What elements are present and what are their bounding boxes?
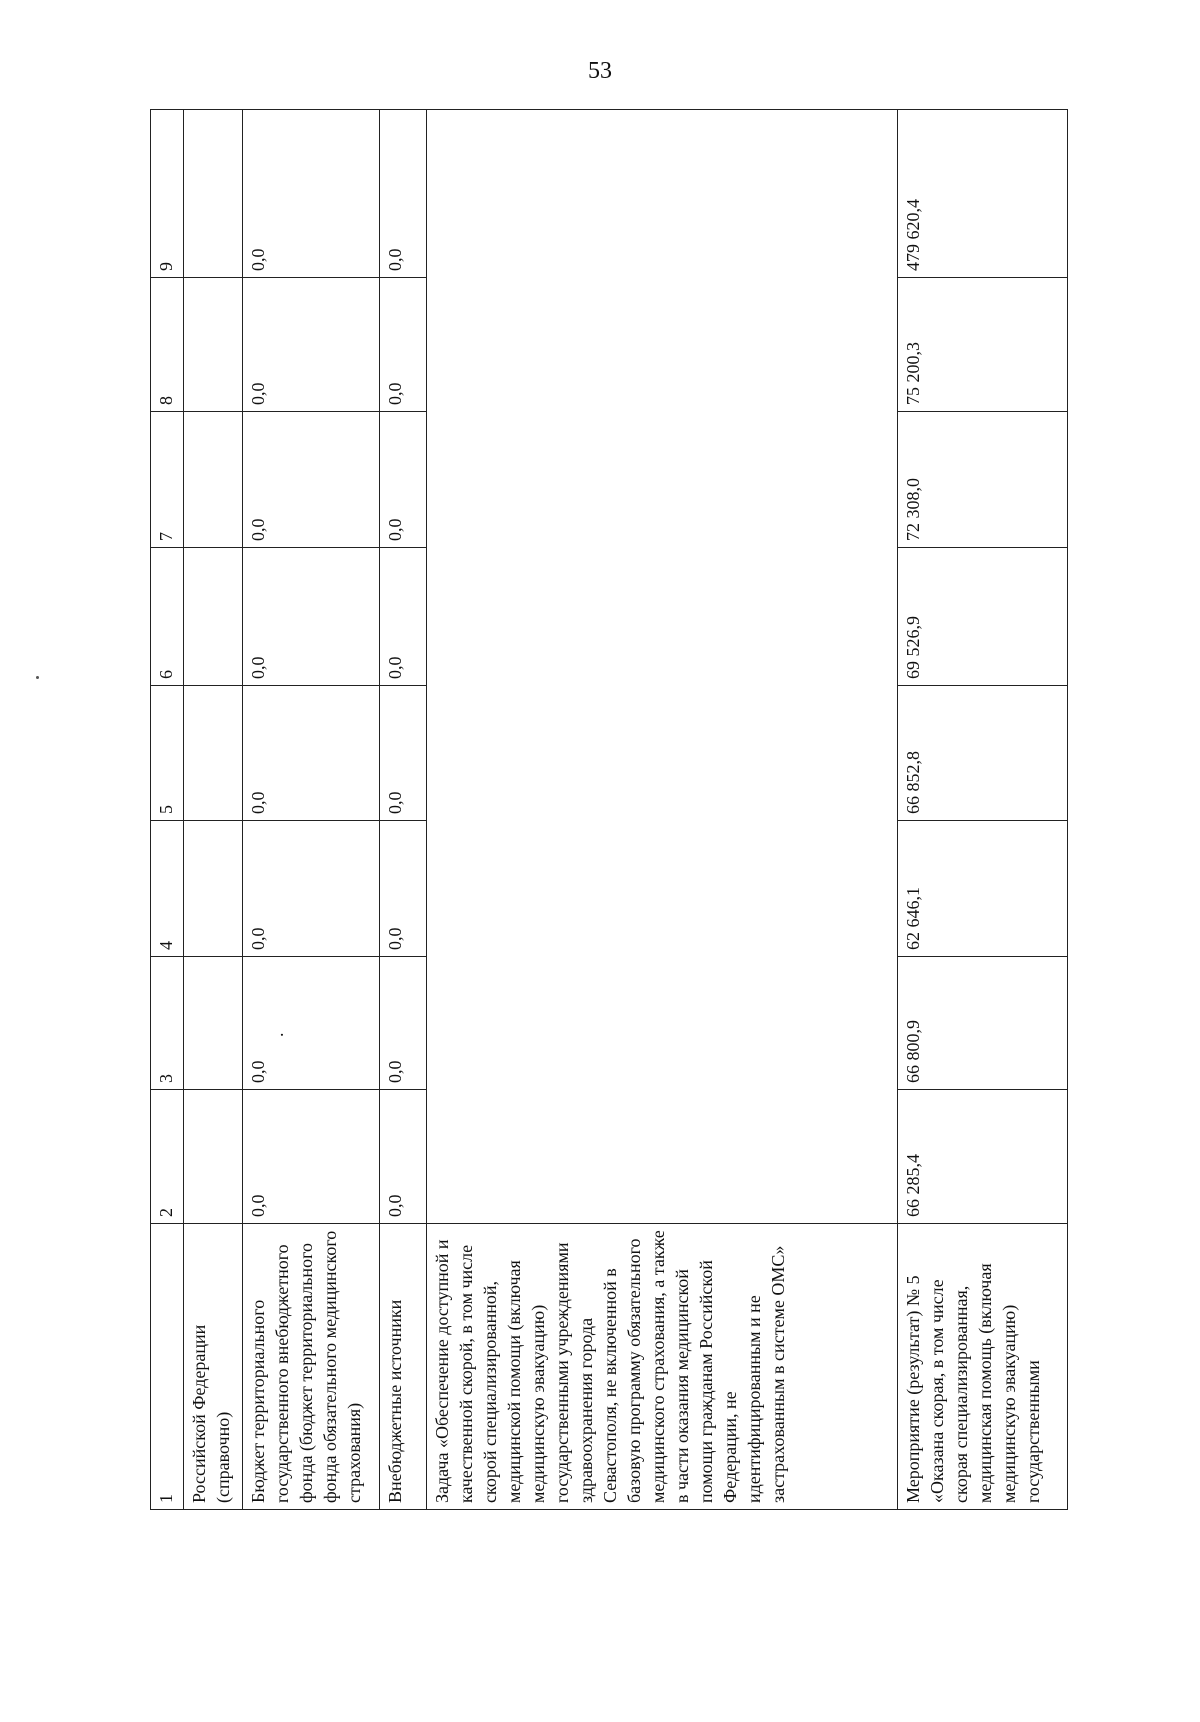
table-row — [427, 110, 898, 1510]
table-row — [243, 110, 380, 1510]
table-cell: 75 200,3 — [898, 278, 1068, 412]
table-cell: 66 800,9 — [898, 957, 1068, 1090]
table-row — [898, 110, 1068, 1510]
row-label: Мероприятие (результат) № 5 «Оказана скорая, в том числе скорая специализированная, медицинская помощь (включая медицинскую эвакуацию) государственными — [898, 1224, 1068, 1510]
column-header: 6 — [151, 548, 184, 686]
column-header: 5 — [151, 686, 184, 821]
table-cell: 0,0 — [243, 278, 380, 412]
table-cell — [184, 548, 243, 686]
table-cell — [184, 1090, 243, 1224]
table-cell: 0,0 — [380, 548, 427, 686]
row-label: Российской Федерации (справочно) — [184, 1224, 243, 1510]
table-cell — [243, 957, 380, 1090]
table-cell: 0,0 — [243, 548, 380, 686]
table-cell: 72 308,0 — [898, 412, 1068, 548]
table-cell — [184, 957, 243, 1090]
page-number: 53 — [588, 58, 612, 84]
table-cell: 0,0 — [243, 1090, 380, 1224]
column-header: 3 — [151, 957, 184, 1090]
table-cell: 0,0 — [380, 957, 427, 1090]
column-header: 9 — [151, 110, 184, 278]
data-table — [150, 109, 1068, 1510]
table-cell-value: 0,0 — [248, 1060, 268, 1083]
table-row — [184, 110, 243, 1510]
table-cell: 0,0 — [380, 278, 427, 412]
table-cell — [184, 278, 243, 412]
table-cell: 0,0 — [380, 686, 427, 821]
table-cell: 0,0 — [243, 412, 380, 548]
table-cell: 479 620,4 — [898, 110, 1068, 278]
scan-margin-dot — [36, 676, 39, 679]
table-cell — [184, 686, 243, 821]
row-label: Бюджет территориального государственного внебюджетного фонда (бюджет территориального фонда обязательного медицинского страхования) — [243, 1224, 380, 1510]
column-header: 7 — [151, 412, 184, 548]
table-row — [380, 110, 427, 1510]
table-cell: 66 852,8 — [898, 686, 1068, 821]
row-label: Задача «Обеспечение доступной и качественной скорой, в том числе скорой специализированной, медицинской помощи (включая медицинскую эвакуацию) государственными учреждениями здравоохранения города Севастополя, не включенной в базовую программу обязательного медицинского страхования, а также в части оказания медицинской помощи гражданам Российской Федерации, не идентифицированным и не застрахованным в системе ОМС» — [427, 1224, 898, 1510]
table-cell: 0,0 — [380, 1090, 427, 1224]
table-cell: 69 526,9 — [898, 548, 1068, 686]
table-cell: 0,0 — [243, 110, 380, 278]
table-cell-span — [427, 110, 898, 1224]
table-cell: 0,0 — [380, 412, 427, 548]
row-label: Внебюджетные источники — [380, 1224, 427, 1510]
table-cell — [184, 412, 243, 548]
table-cell: 0,0 — [243, 821, 380, 957]
column-header: 8 — [151, 278, 184, 412]
rotated-table-wrapper — [150, 110, 1068, 1510]
table-cell: 0,0 — [380, 821, 427, 957]
table-cell: 0,0 — [243, 686, 380, 821]
table-cell — [184, 110, 243, 278]
column-header: 2 — [151, 1090, 184, 1224]
table-cell: 0,0 — [380, 110, 427, 278]
header-row — [151, 110, 184, 1510]
column-header: 1 — [151, 1224, 184, 1510]
stray-mark: . — [267, 1032, 287, 1037]
table-cell: 62 646,1 — [898, 821, 1068, 957]
table-cell: 66 285,4 — [898, 1090, 1068, 1224]
column-header: 4 — [151, 821, 184, 957]
table-cell — [184, 821, 243, 957]
